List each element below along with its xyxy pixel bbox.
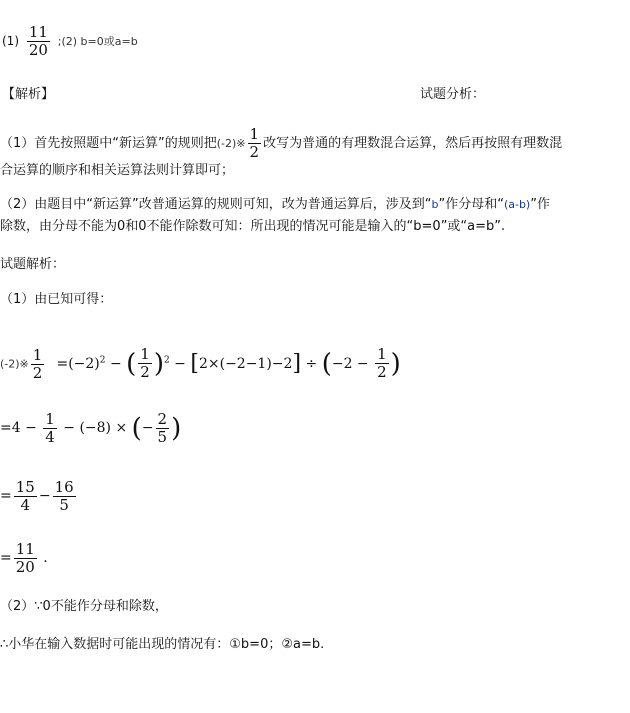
equation-4: = $\frac{11}{20}$ .	[0, 540, 48, 576]
equation-2: =4 − $\frac{1}{4}$ − (−8) × (− $\frac{2}{5}$ )	[0, 410, 182, 446]
equation-1	[0, 338, 401, 387]
answer-label: (1)	[2, 34, 19, 48]
eq1-rhs: $=(-2)^2$ − ( $\frac{1}{2}$ )$^2$ − [2×(−2−1)−2] ÷ (−2 − $\frac{1}{2}$ )	[56, 345, 401, 382]
solution-step2: （2）∵0不能作分母和除数，	[0, 599, 168, 614]
p2-line1: （2）由题目中“新运算”改普通运算的规则可知，改为普通运算后，涉及到“b”作分母和“(a-b)”作	[0, 197, 550, 212]
eq1-lhs: (-2)※	[0, 357, 29, 371]
p1-line1: （1）首先按照题中“新运算”的规则把(-2)※ $\frac{1}{2}$ 改写为普通的有理数混合运算，然后再按照有理数混	[0, 125, 563, 161]
equation-3: = $\frac{15}{4}$ − $\frac{16}{5}$	[0, 478, 74, 514]
answer-rest: ;(2) b=0或a=b	[57, 35, 138, 48]
answer-fraction: $\frac{11}{20}$	[28, 23, 48, 59]
answer-line	[2, 24, 138, 59]
eq1-fraction: $\frac{1}{2}$	[32, 345, 43, 382]
p1-fraction: $\frac{1}{2}$	[249, 125, 260, 161]
solution-title: 试题解析：	[0, 257, 66, 272]
analysis-heading: 【解析】	[2, 87, 55, 102]
p1-line2: 合运算的顺序和相关运算法则计算即可；	[0, 163, 235, 178]
solution-step1: （1）由已知可得：	[0, 292, 113, 307]
p2-line2: 除数，由分母不能为0和0不能作除数可知：所出现的情况可能是输入的“b=0”或“a=b”.	[0, 219, 506, 234]
solution-conclusion: ∴小华在输入数据时可能出现的情况有：①b=0；②a=b.	[0, 637, 325, 652]
analysis-right-title: 试题分析：	[420, 87, 486, 102]
